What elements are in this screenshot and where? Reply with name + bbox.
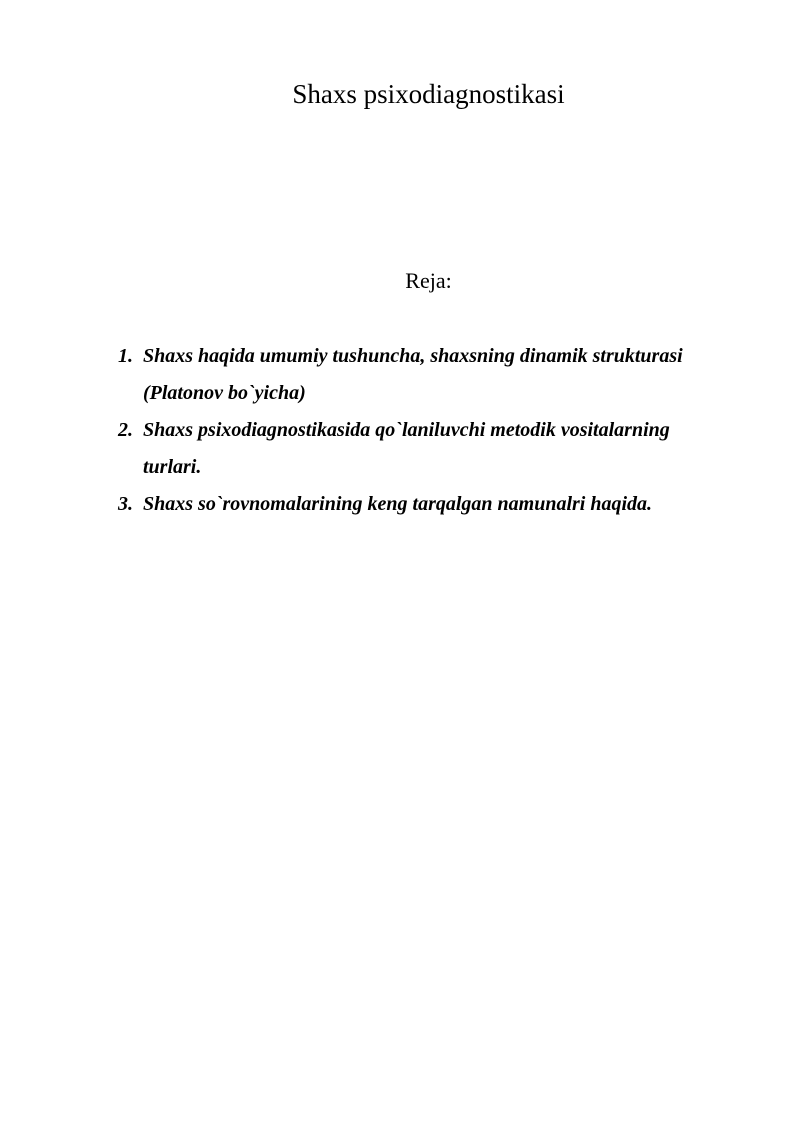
plan-list — [112, 338, 732, 523]
plan-item-text: Shaxs psixodiagnostikasida qo`laniluvchi metodik vositalarning turlari. — [143, 419, 670, 478]
plan-item-1 — [112, 338, 732, 412]
page-title: Shaxs psixodiagnostikasi — [292, 79, 565, 109]
plan-item-3 — [112, 486, 732, 523]
plan-item-number: 3. — [118, 493, 133, 515]
plan-heading: Reja: — [405, 268, 452, 293]
plan-item-text: Shaxs haqida umumiy tushuncha, shaxsning dinamik strukturasi (Platonov bo`yicha) — [143, 345, 683, 404]
plan-item-number: 1. — [118, 345, 133, 367]
plan-item-number: 2. — [118, 419, 133, 441]
plan-item-text: Shaxs so`rovnomalarining keng tarqalgan namunalri haqida. — [143, 493, 653, 515]
plan-item-2 — [112, 412, 732, 486]
